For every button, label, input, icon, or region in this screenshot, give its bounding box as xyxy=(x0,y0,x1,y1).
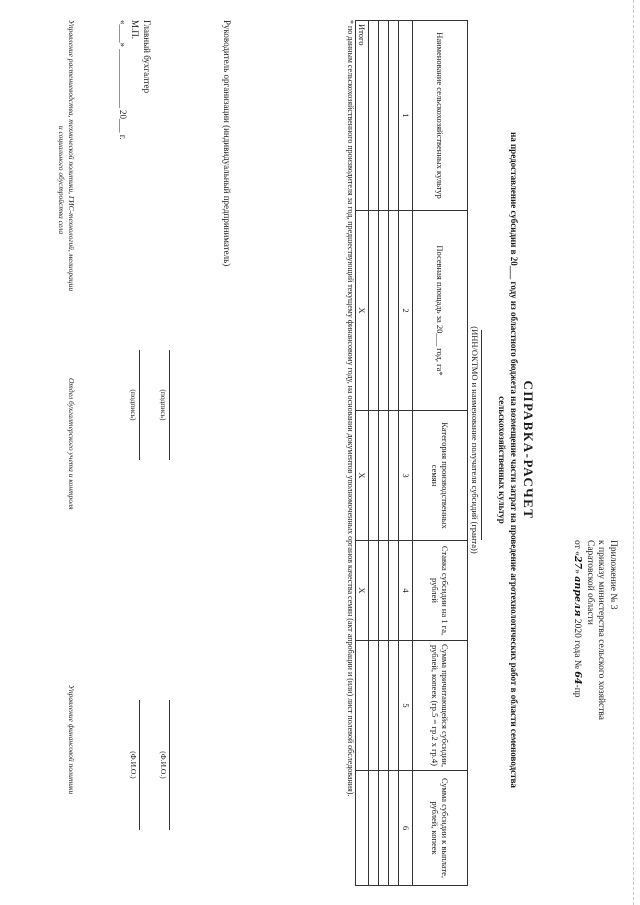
document-title: СПРАВКА-РАСЧЕТ xyxy=(521,380,536,520)
table-cell xyxy=(379,641,389,771)
handwritten-day: 27 xyxy=(572,555,584,570)
head-fio-caption: (Ф.И.О.) xyxy=(159,751,168,779)
column-number: 2 xyxy=(399,211,413,411)
head-signature-caption: (подпись) xyxy=(159,389,168,421)
total-cell: Х xyxy=(356,541,370,641)
accountant-signature-line xyxy=(139,350,140,460)
head-signature-line xyxy=(169,350,170,460)
table-cell xyxy=(389,541,399,641)
header-crops: Наименование сельскохозяйственных культур xyxy=(413,21,468,211)
header-area: Посевная площадь за 20___ год, га* xyxy=(413,211,468,411)
table-row xyxy=(369,21,379,886)
header-due-amount: Сумма причитающейся субсидии, рублей, копеек (гр.5 = гр.2 х гр.4) xyxy=(413,641,468,771)
table-cell xyxy=(379,541,389,641)
column-number: 5 xyxy=(399,641,413,771)
table-cell xyxy=(389,21,399,211)
table-cell xyxy=(369,211,379,411)
table-cell xyxy=(389,771,399,886)
approval-line-2: к приказу министерства сельского хозяйства xyxy=(596,540,607,720)
date-line: «____» _____________ 20___ г. xyxy=(118,20,128,140)
total-cell: Х xyxy=(356,411,370,541)
approval-line-1: Приложение № 3 xyxy=(608,540,618,610)
total-cell: Х xyxy=(356,211,370,411)
head-fio-line xyxy=(169,700,170,830)
accountant-fio-line xyxy=(139,700,140,830)
table-cell xyxy=(369,21,379,211)
column-number: 6 xyxy=(399,771,413,886)
table-cell xyxy=(389,641,399,771)
bottom-department-2: Отдел бухгалтерского учета и контроля xyxy=(67,378,76,510)
handwritten-month: апреля xyxy=(572,576,584,617)
table-cell xyxy=(369,541,379,641)
table-row xyxy=(379,21,389,886)
table-cell xyxy=(369,411,379,541)
total-cell xyxy=(356,641,370,771)
accountant-signature-caption: (подпись) xyxy=(129,389,138,421)
bottom-department-3: Управление финансовой политики xyxy=(67,685,76,795)
column-number: 3 xyxy=(399,411,413,541)
header-seed-category: Категория производственных семян xyxy=(413,411,468,541)
approval-line-3: Саратовской области xyxy=(584,540,595,625)
subsidy-table xyxy=(355,20,468,886)
table-cell xyxy=(379,211,389,411)
approval-date-line: от «27» апреля 2020 года № 64-пр xyxy=(572,540,584,698)
table-row xyxy=(389,21,399,886)
header-payout-amount: Сумма субсидии к выплате, рублей, копеек xyxy=(413,771,468,886)
table-cell xyxy=(379,411,389,541)
bottom-department-1: Управление растениеводства, технической политики, ГИС-технологий, мелиорации и социального обустройства села xyxy=(57,20,76,292)
handwritten-doc-number: 64 xyxy=(572,671,584,685)
header-rate: Ставка субсидии на 1 га, рублей xyxy=(413,541,468,641)
table-column-number-row xyxy=(399,21,413,886)
total-label: Итого xyxy=(356,21,370,211)
head-of-organization-label: Руководитель организации (индивидуальный предприниматель) xyxy=(222,20,232,267)
recipient-caption: (ИНН/ОКТМО и наименование получателя субсидий (гранта)) xyxy=(470,326,480,554)
table-cell xyxy=(369,771,379,886)
recipient-line xyxy=(481,330,482,540)
table-cell xyxy=(369,641,379,771)
accountant-fio-caption: (Ф.И.О.) xyxy=(129,751,138,779)
table-header-row xyxy=(413,21,468,886)
chief-accountant-label: Главный бухгалтер xyxy=(142,20,152,94)
table-cell xyxy=(389,411,399,541)
approval-block xyxy=(571,540,618,880)
column-number: 1 xyxy=(399,21,413,211)
table-total-row xyxy=(356,21,370,886)
stamp-place-label: М.П. xyxy=(130,20,140,40)
document-subtitle: на предоставление субсидии в 20___ году из областного бюджета на возмещение части затрат на проведение агротехнологических работ в области семеноводства сельскохозяйственных культур xyxy=(497,132,519,788)
table-cell xyxy=(379,21,389,211)
table-cell xyxy=(379,771,389,886)
column-number: 4 xyxy=(399,541,413,641)
footnote: * по данным сельскохозяйственного производителя за год, предшествующий текущему финансовому году, на основании документов уполномоченных органов качества семян (акт апробации и (или) лист полевой обследования). xyxy=(346,20,355,797)
total-cell xyxy=(356,771,370,886)
table-cell xyxy=(389,211,399,411)
